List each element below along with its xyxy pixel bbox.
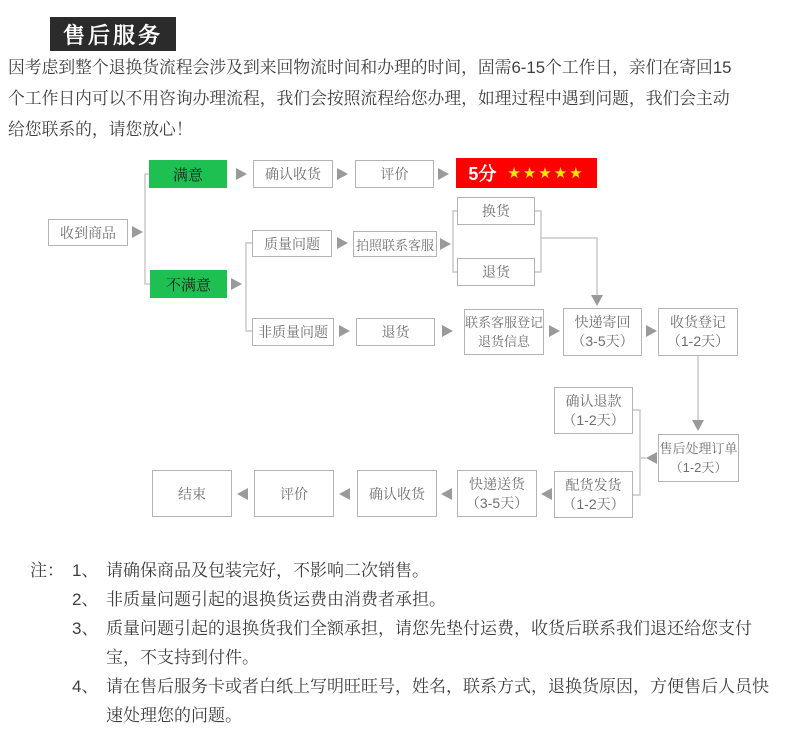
intro-line-1: 因考虑到整个退换货流程会涉及到来回物流时间和办理的时间，固需6-15个工作日，亲们在寄回15 — [8, 58, 732, 77]
node-sub-label: （1-2天） — [669, 460, 728, 475]
arrow-right-icon — [440, 238, 451, 250]
node-confirm-refund — [554, 387, 633, 434]
arrow-left-icon — [441, 488, 452, 500]
node-sub-label: （1-2天） — [562, 495, 625, 512]
node-receipt-register — [658, 308, 738, 356]
node-photo-contact-service: 拍照联系客服 — [353, 231, 437, 257]
arrow-right-icon — [236, 168, 247, 180]
node-return-goods-2: 退货 — [356, 318, 435, 346]
node-sub-label: （1-2天） — [562, 411, 625, 428]
arrow-right-icon — [339, 325, 350, 337]
note-item-1 — [30, 556, 772, 585]
node-express-delivery — [457, 470, 537, 517]
arrow-down-icon — [591, 295, 603, 306]
node-sub-label: （3-5天） — [571, 333, 634, 349]
node-label: 联系客服登记 — [465, 315, 544, 330]
node-review: 评价 — [355, 160, 434, 188]
node-end: 结束 — [152, 470, 232, 517]
note-number: 3、 — [72, 619, 99, 638]
arrow-right-icon — [337, 237, 348, 249]
note-item-3 — [30, 614, 772, 672]
arrow-right-icon — [132, 226, 143, 238]
node-aftersale-order — [658, 434, 739, 482]
node-label: 售后处理订单 — [659, 441, 738, 456]
note-number: 1、 — [72, 561, 99, 580]
node-label: 快递寄回 — [574, 314, 631, 330]
arrow-right-icon — [549, 325, 560, 337]
node-sub-label: 退货信息 — [477, 334, 530, 349]
node-label: 快递送货 — [469, 475, 525, 492]
node-express-back — [563, 308, 642, 356]
node-sub-label: （1-2天） — [666, 333, 730, 349]
note-text: 质量问题引起的退换货我们全额承担，请您先垫付运费，收货后联系我们退还给您支付宝，不支持到付件。 — [106, 619, 752, 667]
node-review-2: 评价 — [254, 470, 334, 517]
arrow-right-icon — [442, 325, 453, 337]
node-exchange: 换货 — [457, 197, 535, 225]
arrow-down-icon — [692, 420, 704, 431]
notes-section — [30, 556, 772, 730]
note-text: 非质量问题引起的退换货运费由消费者承担。 — [106, 590, 446, 609]
intro-line-3: 给您联系的，请您放心！ — [8, 120, 193, 139]
arrow-right-icon — [231, 278, 242, 290]
arrow-left-icon — [646, 452, 657, 464]
node-label: 配货发货 — [565, 476, 622, 493]
node-label: 收货登记 — [670, 314, 726, 330]
arrow-left-icon — [541, 488, 552, 500]
node-contact-register — [464, 309, 544, 355]
star-rating-icon: ★★★★★ — [507, 164, 585, 182]
node-non-quality-issue: 非质量问题 — [252, 318, 334, 346]
arrow-left-icon — [339, 488, 350, 500]
note-item-2 — [30, 585, 772, 614]
intro-line-2: 个工作日内可以不用咨询办理流程，我们会按照流程给您办理，如理过程中遇到问题，我们会主动 — [8, 89, 730, 108]
arrow-right-icon — [646, 325, 657, 337]
node-five-star-score — [456, 158, 597, 188]
node-return-goods: 退货 — [457, 258, 535, 286]
node-quality-issue: 质量问题 — [252, 230, 332, 257]
node-received: 收到商品 — [48, 219, 128, 246]
node-satisfied: 满意 — [149, 160, 227, 188]
note-number: 2、 — [72, 590, 99, 609]
notes-prefix: 注： — [30, 561, 64, 580]
note-number: 4、 — [72, 677, 99, 696]
node-label: 确认退款 — [565, 392, 622, 409]
note-item-4 — [30, 672, 772, 730]
note-text: 请确保商品及包装完好，不影响二次销售。 — [106, 561, 429, 580]
node-confirm-receipt: 确认收货 — [253, 160, 333, 188]
node-dispatch-goods — [554, 471, 633, 518]
section-title: 售后服务 — [62, 22, 163, 48]
note-text: 请在售后服务卡或者白纸上写明旺旺号，姓名，联系方式，退换货原因，方便售后人员快速处理您的问题。 — [106, 677, 769, 725]
score-label: 5分 — [468, 164, 497, 184]
node-confirm-receipt-2: 确认收货 — [357, 470, 437, 517]
arrow-right-icon — [337, 168, 348, 180]
arrow-left-icon — [237, 488, 248, 500]
arrow-right-icon — [438, 168, 449, 180]
node-unsatisfied: 不满意 — [150, 270, 227, 298]
node-sub-label: （3-5天） — [465, 494, 529, 511]
